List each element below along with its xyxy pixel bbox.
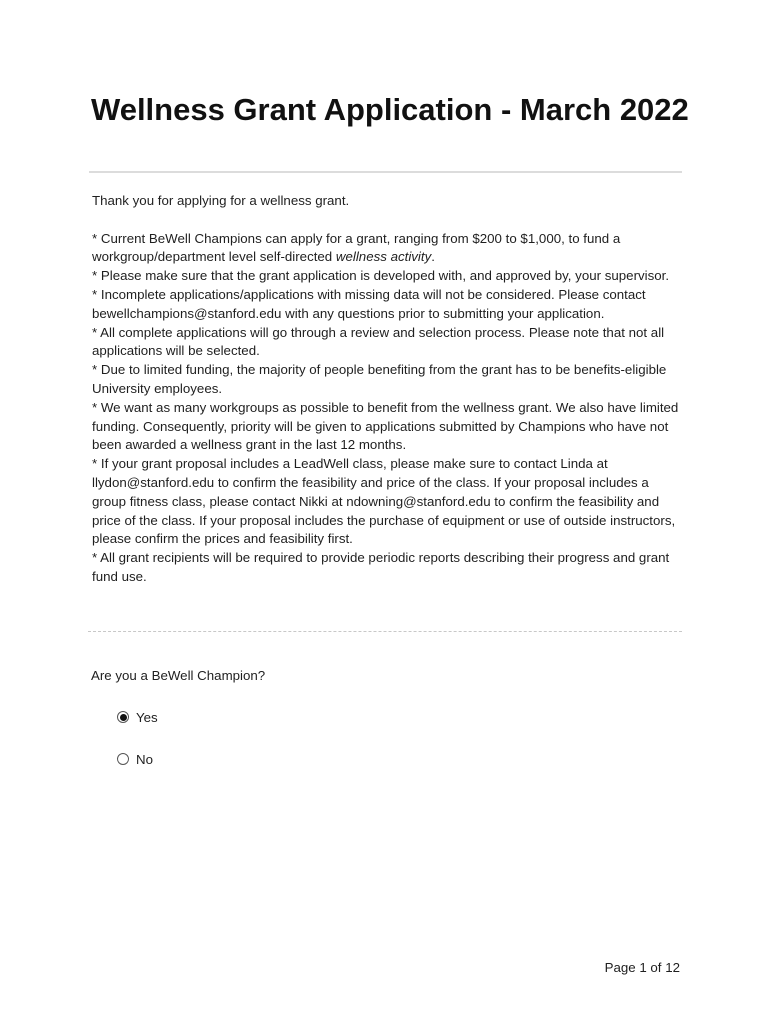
bullet-eligibility-emphasis: wellness activity (335, 249, 432, 265)
option-no-label: No (136, 751, 153, 767)
option-yes[interactable] (117, 708, 158, 726)
bullet-eligibility-text: * Current BeWell Champions can apply for a grant, ranging from $200 to $1,000, to fund a workgroup/department level self-directed (92, 230, 621, 265)
form-description (92, 192, 684, 587)
section-divider (88, 631, 682, 632)
option-no[interactable] (117, 750, 153, 768)
bullet-funding: * Due to limited funding, the majority of people benefiting from the grant has to be benefits-eligible University employees. (92, 362, 667, 396)
radio-no-icon[interactable] (117, 753, 129, 765)
bullet-review: * All complete applications will go through a review and selection process. Please note that not all applications will be selected. (92, 324, 665, 359)
bullet-classes: * If your grant proposal includes a LeadWell class, please make sure to contact Linda at llydon@stanford.edu to confirm the feasibility and price of the class. If your proposal includes a group fitness class, please contact Nikki at ndowning@stanford.edu to confirm the feasibility and price of the class. If your proposal includes the purchase of equipment or use of outside instructors, please confirm the prices and feasibility first. (92, 456, 676, 547)
bullet-priority: * We want as many workgroups as possible to benefit from the wellness grant. We also have limited funding. Consequently, priority will be given to applications submitted by Champions who have not been awarded a wellness grant in the last 12 months. (92, 399, 679, 453)
title-divider (89, 171, 682, 173)
bullet-reports: * All grant recipients will be required to provide periodic reports describing their progress and grant fund use. (92, 550, 670, 584)
page-title: Wellness Grant Application - March 2022 (91, 92, 689, 127)
bullet-eligibility-end: . (431, 249, 435, 265)
intro-text: Thank you for applying for a wellness grant. (92, 193, 350, 208)
radio-yes-selected-icon[interactable] (117, 711, 129, 723)
bullet-eligibility (92, 230, 684, 268)
bullet-supervisor: * Please make sure that the grant application is developed with, and approved by, your supervisor. (92, 268, 670, 284)
bullet-incomplete: * Incomplete applications/applications with missing data will not be considered. Please contact bewellchampions@stanford.edu with any questions prior to submitting your application. (92, 286, 646, 321)
page-number: Page 1 of 12 (604, 960, 680, 975)
question-bewell-champion: Are you a BeWell Champion? (91, 668, 266, 683)
option-yes-label: Yes (136, 709, 158, 725)
